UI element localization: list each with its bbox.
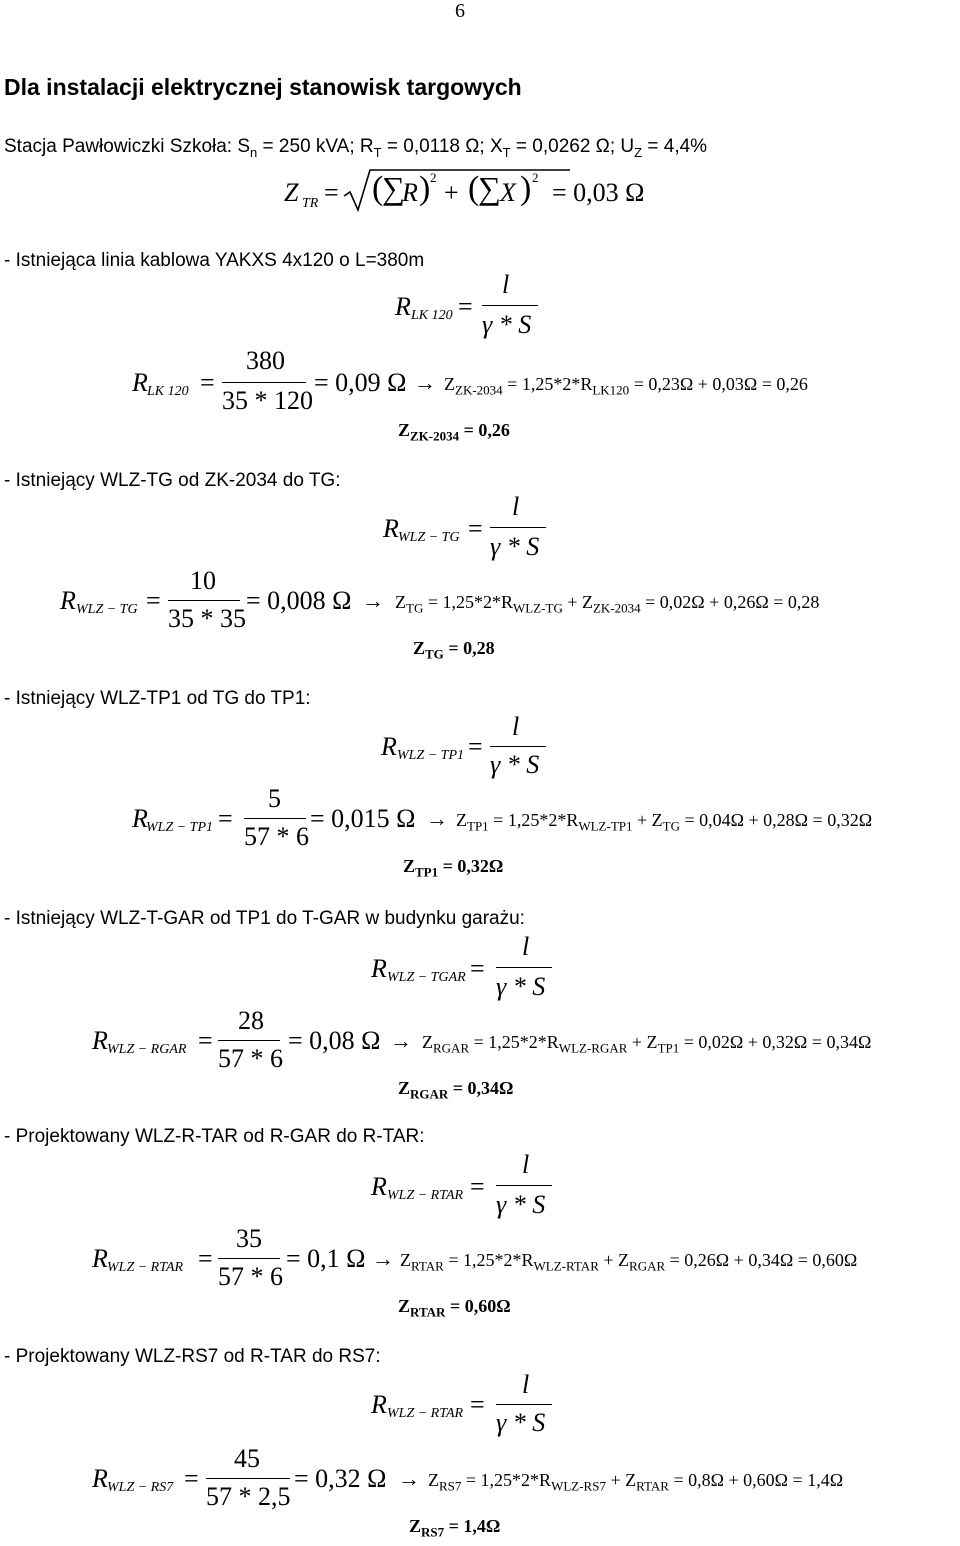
calc-r-sub: WLZ − RTAR (107, 1260, 184, 1275)
ztr-z-sub: TR (302, 196, 319, 211)
station-uz-sub: Z (634, 144, 643, 160)
formula-mid: + Z (605, 1470, 637, 1490)
section-heading: - Istniejący WLZ-TG od ZK-2034 do TG: (4, 470, 341, 491)
calc-numerator: 5 (268, 784, 281, 813)
formula-mid-sub: RTAR (636, 1478, 669, 1494)
z-sub: RTAR (411, 1258, 444, 1274)
ztr-result: = 0,03 Ω (552, 178, 645, 207)
result-val: = 0,26 (459, 420, 510, 440)
calc-r: R (60, 586, 76, 615)
result-sub: RGAR (410, 1086, 449, 1102)
formula-mid-sub: TG (662, 818, 680, 834)
calc-r: R (92, 1026, 108, 1055)
general-l: l (522, 932, 530, 961)
ztr-paren-close-2: ) (520, 170, 532, 207)
page-title: Dla instalacji elektrycznej stanowisk targowych (4, 74, 522, 100)
general-fraction-bar (496, 1185, 552, 1186)
general-eq: = (468, 514, 483, 543)
z-sub: RGAR (433, 1040, 470, 1056)
calc-value: = 0,1 Ω (286, 1244, 366, 1273)
calc-denominator: 57 * 6 (244, 822, 309, 851)
general-gamma-s: γ * S (490, 750, 540, 779)
calc-fraction-bar (168, 600, 240, 601)
calc-eq: = (198, 1244, 213, 1273)
calc-fraction-bar (222, 382, 306, 383)
result-z: Z (398, 1078, 411, 1098)
general-eq: = (470, 1172, 485, 1201)
general-r: R (381, 732, 397, 761)
calc-denominator: 57 * 6 (218, 1262, 283, 1291)
section-heading: - Projektowany WLZ-R-TAR od R-GAR do R-TAR: (4, 1126, 425, 1147)
section-result (409, 1516, 500, 1541)
general-r-sub: WLZ − TP1 (397, 748, 465, 763)
general-eq: = (470, 1390, 485, 1419)
formula: = 1,25*2*R (488, 810, 579, 830)
general-eq: = (458, 292, 473, 321)
formula: = 1,25*2*R (443, 1250, 534, 1270)
result-sub: ZK-2034 (410, 428, 460, 444)
z-formula (422, 1032, 871, 1057)
arrow-icon: → (362, 588, 384, 613)
formula-tail: = 0,23Ω + 0,03Ω = 0,26 (629, 374, 808, 394)
general-l: l (522, 1150, 530, 1179)
calc-eq: = (146, 586, 161, 615)
calc-r: R (92, 1464, 108, 1493)
result-val: = 0,28 (443, 638, 495, 658)
calc-numerator: 10 (190, 566, 216, 595)
general-fraction-bar (490, 527, 546, 528)
section-heading: - Istniejący WLZ-T-GAR od TP1 do T-GAR w budynku garażu: (4, 908, 525, 929)
general-gamma-s: γ * S (490, 532, 540, 561)
calc-fraction-bar (206, 1478, 290, 1479)
general-l: l (522, 1370, 530, 1399)
general-eq: = (470, 954, 485, 983)
section-heading: - Istniejąca linia kablowa YAKXS 4x120 o L=380m (4, 250, 425, 271)
general-fraction-bar (496, 1404, 552, 1405)
general-gamma-s: γ * S (482, 310, 532, 339)
general-r-sub: WLZ − RTAR (387, 1406, 464, 1421)
ztr-sigma-2: ∑ (478, 170, 501, 206)
general-l: l (512, 492, 520, 521)
station-uz-val: = 4,4% (642, 136, 708, 157)
calc-r: R (92, 1244, 108, 1273)
z-label: Z (422, 1032, 433, 1052)
station-rt-sub: T (373, 144, 382, 160)
result-z: Z (403, 856, 416, 876)
formula-sub: WLZ-RGAR (558, 1040, 628, 1056)
general-eq: = (468, 732, 483, 761)
ztr-plus: + (444, 178, 459, 207)
formula: = 1,25*2*R (461, 1470, 552, 1490)
formula-sub: LK120 (592, 382, 630, 398)
z-sub: TP1 (467, 818, 489, 834)
general-r: R (383, 514, 399, 543)
calc-denominator: 35 * 120 (222, 386, 313, 415)
result-sub: RTAR (410, 1304, 446, 1320)
calc-eq: = (200, 368, 215, 397)
calc-numerator: 35 (236, 1224, 262, 1253)
calc-fraction-bar (218, 1040, 280, 1041)
z-formula (444, 374, 808, 399)
formula-sub: WLZ-RS7 (551, 1478, 606, 1494)
general-r-sub: WLZ − RTAR (387, 1188, 464, 1203)
general-gamma-s: γ * S (496, 972, 546, 1001)
calc-eq: = (198, 1026, 213, 1055)
z-sub: RS7 (439, 1478, 462, 1494)
arrow-icon: → (426, 806, 448, 831)
formula: = 1,25*2*R (502, 374, 593, 394)
formula-mid: + Z (562, 592, 593, 612)
general-fraction-bar (496, 967, 552, 968)
section-result (398, 1078, 513, 1103)
general-r: R (371, 1390, 387, 1419)
ztr-paren-close-1: ) (419, 170, 431, 207)
ztr-sigma-1: ∑ (382, 170, 405, 206)
ztr-r: R (402, 178, 418, 207)
general-r-sub: WLZ − TGAR (387, 970, 466, 985)
formula-tail: = 0,26Ω + 0,34Ω = 0,60Ω (665, 1250, 858, 1270)
calc-r-sub: WLZ − TP1 (146, 820, 214, 835)
section-result (398, 420, 510, 445)
calc-denominator: 35 * 35 (168, 604, 246, 633)
arrow-icon: → (398, 1466, 420, 1491)
calc-r-sub: WLZ − RS7 (107, 1480, 174, 1495)
calc-value: = 0,015 Ω (310, 804, 416, 833)
section-heading: - Istniejący WLZ-TP1 od TG do TP1: (4, 688, 311, 709)
section-result (403, 856, 503, 881)
general-r: R (371, 1172, 387, 1201)
ztr-paren-open-2: ( (468, 170, 480, 207)
general-r: R (371, 954, 387, 983)
general-r-sub: WLZ − TG (398, 530, 460, 545)
calc-eq: = (218, 804, 233, 833)
z-label: Z (444, 374, 455, 394)
station-rt-val: = 0,0118 Ω; X (381, 136, 503, 157)
general-fraction-bar (490, 746, 546, 747)
station-sn-sub: n (250, 144, 258, 160)
station-prefix: Stacja Pawłowiczki Szkoła: S (4, 136, 251, 157)
formula-mid-sub: TP1 (657, 1040, 680, 1056)
station-xt-val: = 0,0262 Ω; U (510, 136, 635, 157)
ztr-sq-1: 2 (430, 170, 437, 185)
ztr-z: Z (284, 178, 299, 207)
calc-numerator: 380 (246, 346, 285, 375)
formula-sub: WLZ-RTAR (533, 1258, 599, 1274)
calc-value: = 0,008 Ω (246, 586, 352, 615)
formula-mid-sub: RGAR (629, 1258, 666, 1274)
calc-numerator: 28 (238, 1006, 264, 1035)
general-r: R (395, 292, 411, 321)
arrow-icon: → (414, 370, 436, 395)
station-sn-val: = 250 kVA; R (257, 136, 374, 157)
result-val: = 0,60Ω (445, 1296, 511, 1316)
calc-r-sub: WLZ − TG (76, 602, 138, 617)
formula: = 1,25*2*R (469, 1032, 559, 1052)
arrow-icon: → (390, 1028, 412, 1053)
z-formula (395, 592, 819, 617)
section-result (413, 638, 495, 663)
formula-tail: = 0,8Ω + 0,60Ω = 1,4Ω (668, 1470, 844, 1490)
general-gamma-s: γ * S (496, 1190, 546, 1219)
formula-tail: = 0,02Ω + 0,26Ω = 0,28 (640, 592, 820, 612)
calc-r-sub: WLZ − RGAR (107, 1042, 187, 1057)
general-fraction-bar (482, 305, 538, 306)
calc-value: = 0,09 Ω (314, 368, 407, 397)
result-z: Z (413, 638, 426, 658)
general-l: l (512, 712, 520, 741)
calc-eq: = (184, 1464, 199, 1493)
formula-mid: + Z (632, 810, 663, 830)
calc-value: = 0,32 Ω (294, 1464, 387, 1493)
formula-tail: = 0,04Ω + 0,28Ω = 0,32Ω (680, 810, 873, 830)
section-result (398, 1296, 511, 1321)
z-sub: ZK-2034 (455, 382, 503, 398)
z-formula (456, 810, 872, 835)
page-number: 6 (455, 0, 465, 22)
ztr-paren-open-1: ( (372, 170, 384, 207)
result-sub: RS7 (421, 1524, 445, 1540)
formula-sub: WLZ-TP1 (578, 818, 633, 834)
station-xt-sub: T (502, 144, 511, 160)
ztr-eq: = (324, 178, 339, 207)
z-label: Z (456, 810, 467, 830)
z-label: Z (428, 1470, 439, 1490)
z-formula (400, 1250, 857, 1275)
section-heading: - Projektowany WLZ-RS7 od R-TAR do RS7: (4, 1346, 381, 1367)
calc-fraction-bar (218, 1258, 280, 1259)
z-label: Z (400, 1250, 411, 1270)
calc-r: R (132, 804, 148, 833)
result-z: Z (398, 420, 411, 440)
general-r-sub: LK 120 (411, 308, 453, 323)
z-sub: TG (406, 600, 424, 616)
calc-denominator: 57 * 6 (218, 1044, 283, 1073)
result-val: = 1,4Ω (444, 1516, 501, 1536)
formula-mid-sub: ZK-2034 (592, 600, 641, 616)
ztr-x: X (500, 178, 516, 207)
general-gamma-s: γ * S (496, 1408, 546, 1437)
calc-fraction-bar (244, 818, 306, 819)
result-sub: TP1 (415, 864, 439, 880)
calc-denominator: 57 * 2,5 (206, 1482, 291, 1511)
result-val: = 0,34Ω (448, 1078, 514, 1098)
formula-tail: = 0,02Ω + 0,32Ω = 0,34Ω (679, 1032, 872, 1052)
result-z: Z (398, 1296, 411, 1316)
general-l: l (502, 270, 510, 299)
result-sub: TG (425, 646, 444, 662)
station-parameters (4, 136, 707, 160)
formula: = 1,25*2*R (423, 592, 514, 612)
result-z: Z (409, 1516, 422, 1536)
calc-r-sub: LK 120 (147, 384, 189, 399)
calc-r: R (132, 368, 148, 397)
calc-numerator: 45 (234, 1444, 260, 1473)
formula-sub: WLZ-TG (513, 600, 563, 616)
z-label: Z (395, 592, 406, 612)
formula-mid: + Z (627, 1032, 658, 1052)
formula-mid: + Z (598, 1250, 630, 1270)
ztr-sq-2: 2 (532, 170, 539, 185)
arrow-icon: → (372, 1246, 394, 1271)
calc-value: = 0,08 Ω (288, 1026, 381, 1055)
z-formula (428, 1470, 843, 1495)
result-val: = 0,32Ω (438, 856, 504, 876)
